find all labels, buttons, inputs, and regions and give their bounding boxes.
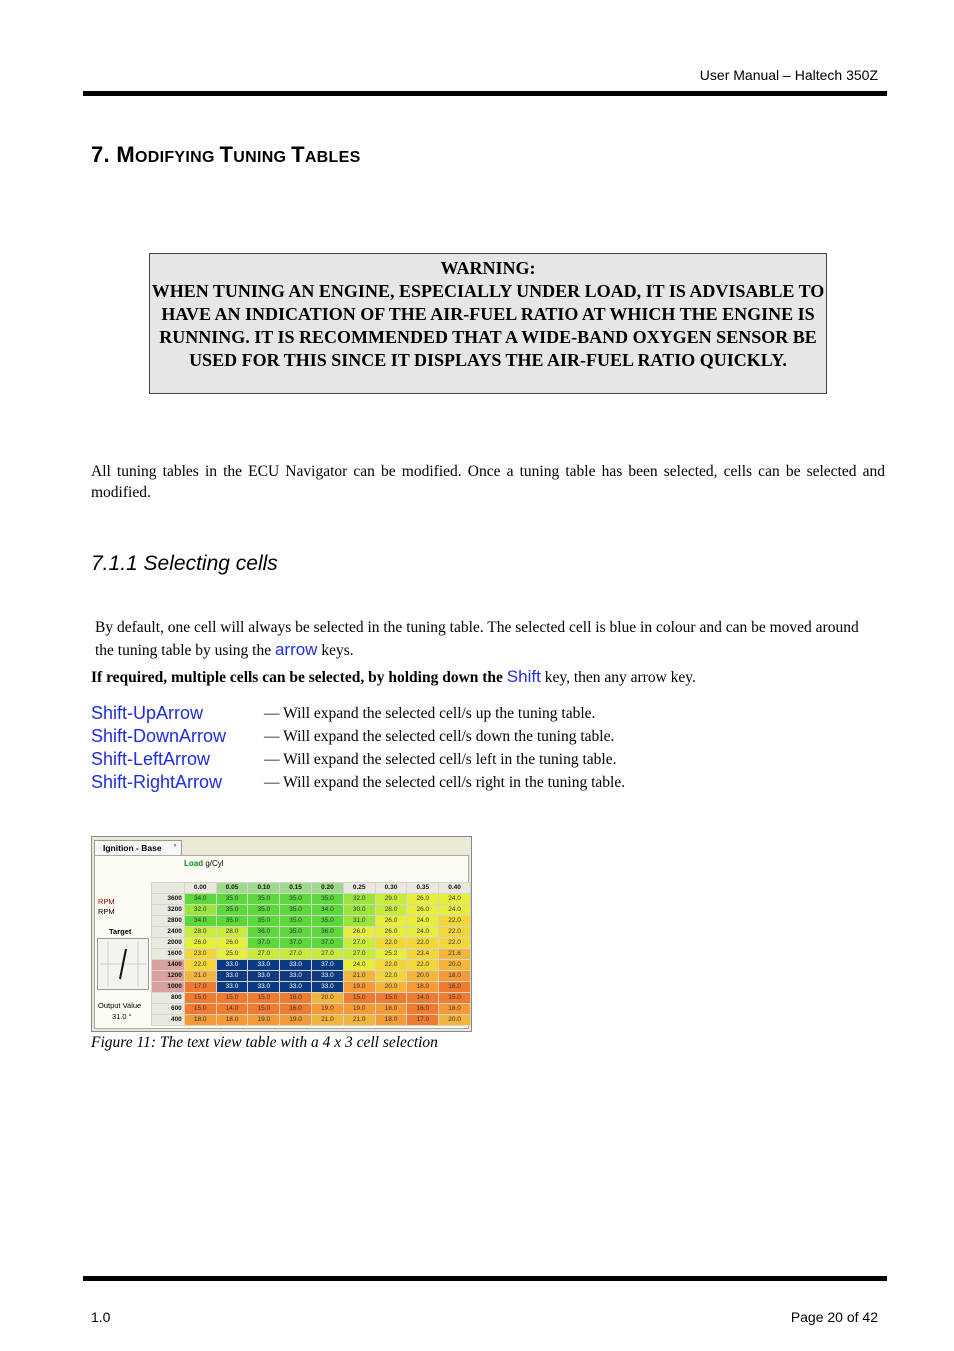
column-header: 0.20 <box>312 883 344 894</box>
table-cell[interactable]: 20.0 <box>312 993 344 1004</box>
table-cell[interactable]: 14.0 <box>407 993 439 1004</box>
table-cell[interactable]: 18.0 <box>184 1015 216 1026</box>
table-cell[interactable]: 27.0 <box>343 949 375 960</box>
row-header: 400 <box>152 1015 185 1026</box>
table-cell[interactable]: 33.0 <box>312 982 344 993</box>
table-cell[interactable]: 22.0 <box>375 971 407 982</box>
table-cell[interactable]: 34.0 <box>312 905 344 916</box>
target-gauge-icon <box>97 938 149 990</box>
table-cell[interactable]: 26.0 <box>375 927 407 938</box>
section-title: 7. MODIFYING TUNING TABLES <box>91 142 361 167</box>
footer-version: 1.0 <box>91 1309 111 1325</box>
table-cell[interactable]: 16.0 <box>280 1004 312 1015</box>
row-header: 600 <box>152 1004 185 1015</box>
table-cell[interactable]: 27.0 <box>343 938 375 949</box>
table-cell[interactable]: 34.0 <box>184 894 216 905</box>
table-cell[interactable]: 37.0 <box>312 938 344 949</box>
load-axis-label: Load g/Cyl <box>184 859 224 868</box>
table-cell[interactable]: 18.0 <box>375 1004 407 1015</box>
table-cell[interactable]: 23.4 <box>407 949 439 960</box>
table-cell[interactable]: 16.0 <box>407 1004 439 1015</box>
table-cell[interactable]: 35.0 <box>280 916 312 927</box>
subsection-heading: 7.1.1 Selecting cells <box>91 552 278 575</box>
table-cell[interactable]: 17.0 <box>407 1015 439 1026</box>
table-cell[interactable]: 26.0 <box>375 916 407 927</box>
running-header: User Manual – Haltech 350Z <box>699 67 878 83</box>
table-cell[interactable]: 35.0 <box>280 905 312 916</box>
table-cell[interactable]: 15.0 <box>375 993 407 1004</box>
arrow-key-text: arrow <box>274 640 318 659</box>
header-rule <box>83 91 887 96</box>
row-header: 1200 <box>152 971 185 982</box>
footer-rule <box>83 1276 887 1281</box>
table-cell[interactable]: 33.0 <box>248 960 280 971</box>
table-cell[interactable]: 14.0 <box>216 1004 248 1015</box>
table-cell[interactable]: 35.0 <box>280 927 312 938</box>
table-cell[interactable]: 22.0 <box>407 938 439 949</box>
rpm-label-secondary: RPM <box>98 907 115 916</box>
intro-paragraph: All tuning tables in the ECU Navigator can be modified. Once a tuning table has been selected, cells can be selected and modified. <box>91 463 885 501</box>
table-cell[interactable]: 24.0 <box>407 927 439 938</box>
table-cell[interactable]: 22.0 <box>375 960 407 971</box>
table-cell[interactable]: 34.0 <box>184 916 216 927</box>
table-cell[interactable]: 24.0 <box>407 916 439 927</box>
table-cell[interactable]: 22.0 <box>375 938 407 949</box>
table-cell[interactable]: 35.0 <box>248 916 280 927</box>
table-cell[interactable]: 33.0 <box>216 960 248 971</box>
table-cell[interactable]: 20.0 <box>407 971 439 982</box>
rpm-label: RPM <box>98 897 115 906</box>
table-cell[interactable]: 35.0 <box>216 916 248 927</box>
warning-body: WHEN TUNING AN ENGINE, ESPECIALLY UNDER LOAD, IT IS ADVISABLE TO HAVE AN INDICATION OF THE AIR-FUEL RATIO AT WHICH THE ENGINE IS RUNNING. IT IS RECOMMENDED THAT A WIDE-BAND OXYGEN SENSOR BE USED FOR THIS SINCE IT DISPLAYS THE AIR-FUEL RATIO QUICKLY. <box>151 281 825 370</box>
table-cell[interactable]: 33.0 <box>280 960 312 971</box>
table-cell[interactable]: 16.0 <box>439 982 471 993</box>
table-row <box>152 993 471 1004</box>
row-header: 800 <box>152 993 185 1004</box>
table-cell[interactable]: 37.0 <box>312 960 344 971</box>
table-cell[interactable]: 26.0 <box>407 894 439 905</box>
table-cell[interactable]: 27.0 <box>280 949 312 960</box>
table-tab[interactable]: Ignition - Base <box>94 840 182 855</box>
table-cell[interactable]: 21.0 <box>312 1015 344 1026</box>
default-selection-paragraph: By default, one cell will always be selected in the tuning table. The selected cell is blue in colour and can be moved around the tuning table by using the arrow keys. <box>95 619 859 659</box>
row-header: 3600 <box>152 894 185 905</box>
row-header: 3200 <box>152 905 185 916</box>
table-cell[interactable]: 26.0 <box>343 927 375 938</box>
table-cell[interactable]: 22.0 <box>184 960 216 971</box>
table-cell[interactable]: 32.0 <box>343 894 375 905</box>
row-header: 1400 <box>152 960 185 971</box>
table-cell[interactable]: 31.0 <box>343 916 375 927</box>
table-corner <box>152 883 185 894</box>
table-row <box>152 971 471 982</box>
table-row <box>152 949 471 960</box>
table-cell[interactable]: 33.0 <box>248 971 280 982</box>
table-cell[interactable]: 35.0 <box>248 894 280 905</box>
table-cell[interactable]: 22.0 <box>439 938 471 949</box>
table-row <box>152 916 471 927</box>
column-header: 0.15 <box>280 883 312 894</box>
row-header: 1600 <box>152 949 185 960</box>
table-cell[interactable]: 15.0 <box>439 993 471 1004</box>
table-cell[interactable]: 25.2 <box>375 949 407 960</box>
table-cell[interactable]: 37.0 <box>248 938 280 949</box>
warning-box <box>149 253 827 394</box>
table-cell[interactable]: 18.0 <box>216 1015 248 1026</box>
column-header: 0.05 <box>216 883 248 894</box>
table-cell[interactable]: 25.0 <box>216 949 248 960</box>
column-header: 0.35 <box>407 883 439 894</box>
table-row <box>152 905 471 916</box>
table-cell[interactable]: 29.0 <box>375 894 407 905</box>
table-row <box>152 960 471 971</box>
table-cell[interactable]: 16.0 <box>280 993 312 1004</box>
table-cell[interactable]: 27.0 <box>248 949 280 960</box>
figure-caption: Figure 11: The text view table with a 4 x 3 cell selection <box>91 1034 438 1051</box>
table-cell[interactable]: 33.0 <box>280 971 312 982</box>
table-cell[interactable]: 33.0 <box>216 971 248 982</box>
table-cell[interactable]: 24.0 <box>439 894 471 905</box>
table-cell[interactable]: 30.0 <box>343 905 375 916</box>
table-cell[interactable]: 33.0 <box>312 971 344 982</box>
table-cell[interactable]: 18.0 <box>439 1004 471 1015</box>
table-row <box>152 1004 471 1015</box>
row-header: 1000 <box>152 982 185 993</box>
table-cell[interactable]: 19.0 <box>343 982 375 993</box>
table-row <box>152 927 471 938</box>
table-cell[interactable]: 35.0 <box>312 916 344 927</box>
table-cell[interactable]: 36.0 <box>248 927 280 938</box>
column-header: 0.25 <box>343 883 375 894</box>
tuning-table-figure <box>91 836 472 1032</box>
table-cell[interactable]: 17.0 <box>184 982 216 993</box>
row-header: 2000 <box>152 938 185 949</box>
table-cell[interactable]: 19.0 <box>248 1015 280 1026</box>
column-header: 0.00 <box>184 883 216 894</box>
table-cell[interactable]: 26.0 <box>184 938 216 949</box>
table-cell[interactable]: 37.0 <box>280 938 312 949</box>
table-cell[interactable]: 15.0 <box>184 993 216 1004</box>
table-cell[interactable]: 15.0 <box>216 993 248 1004</box>
row-header: 2800 <box>152 916 185 927</box>
table-cell[interactable]: 28.0 <box>184 927 216 938</box>
warning-heading: WARNING: <box>440 258 536 278</box>
table-cell[interactable]: 35.0 <box>248 905 280 916</box>
table-row <box>152 894 471 905</box>
table-cell[interactable]: 21.0 <box>184 971 216 982</box>
ignition-table <box>151 882 471 1026</box>
output-value-label: Output Value <box>98 1001 142 1010</box>
table-cell[interactable]: 32.0 <box>184 905 216 916</box>
table-cell[interactable]: 21.6 <box>439 949 471 960</box>
table-cell[interactable]: 20.0 <box>375 982 407 993</box>
table-cell[interactable]: 21.0 <box>343 971 375 982</box>
table-cell[interactable]: 15.0 <box>248 993 280 1004</box>
table-cell[interactable]: 35.0 <box>216 905 248 916</box>
table-cell[interactable]: 21.0 <box>343 1015 375 1026</box>
table-cell[interactable]: 19.0 <box>343 1004 375 1015</box>
table-cell[interactable]: 15.0 <box>343 993 375 1004</box>
table-cell[interactable]: 24.0 <box>343 960 375 971</box>
table-cell[interactable]: 26.0 <box>216 938 248 949</box>
table-cell[interactable]: 20.0 <box>439 1015 471 1026</box>
column-header: 0.40 <box>439 883 471 894</box>
table-row <box>152 982 471 993</box>
table-cell[interactable]: 20.0 <box>439 960 471 971</box>
table-cell[interactable]: 22.0 <box>407 960 439 971</box>
left-info-panel <box>95 879 147 1027</box>
table-cell[interactable]: 22.0 <box>439 927 471 938</box>
table-cell[interactable]: 26.0 <box>407 905 439 916</box>
row-header: 2400 <box>152 927 185 938</box>
table-row <box>152 1015 471 1026</box>
table-cell[interactable]: 15.0 <box>184 1004 216 1015</box>
table-cell[interactable]: 35.0 <box>280 894 312 905</box>
table-cell[interactable]: 33.0 <box>216 982 248 993</box>
shift-key-text: Shift <box>506 667 541 686</box>
table-cell[interactable]: 28.0 <box>216 927 248 938</box>
table-cell[interactable]: 15.0 <box>248 1004 280 1015</box>
table-cell[interactable]: 33.0 <box>248 982 280 993</box>
table-cell[interactable]: 19.0 <box>312 1004 344 1015</box>
table-cell[interactable]: 19.0 <box>280 1015 312 1026</box>
table-cell[interactable]: 36.0 <box>312 927 344 938</box>
table-cell[interactable]: 35.0 <box>216 894 248 905</box>
output-value: 31.0 ° <box>112 1012 132 1021</box>
footer-page-number: Page 20 of 42 <box>790 1309 878 1325</box>
table-cell[interactable]: 18.0 <box>407 982 439 993</box>
table-row <box>152 938 471 949</box>
table-cell[interactable]: 33.0 <box>280 982 312 993</box>
table-cell[interactable]: 18.0 <box>439 971 471 982</box>
table-cell[interactable]: 18.0 <box>375 1015 407 1026</box>
table-cell[interactable]: 28.0 <box>375 905 407 916</box>
table-cell[interactable]: 24.0 <box>439 905 471 916</box>
tab-pin-icon[interactable]: ° <box>173 843 177 851</box>
table-cell[interactable]: 22.0 <box>439 916 471 927</box>
column-header: 0.10 <box>248 883 280 894</box>
table-cell[interactable]: 27.0 <box>312 949 344 960</box>
column-header: 0.30 <box>375 883 407 894</box>
multi-selection-paragraph: If required, multiple cells can be selected, by holding down the Shift key, then any arrow key. <box>91 667 696 686</box>
table-cell[interactable]: 23.0 <box>184 949 216 960</box>
table-cell[interactable]: 35.0 <box>312 894 344 905</box>
target-label: Target <box>109 927 132 936</box>
